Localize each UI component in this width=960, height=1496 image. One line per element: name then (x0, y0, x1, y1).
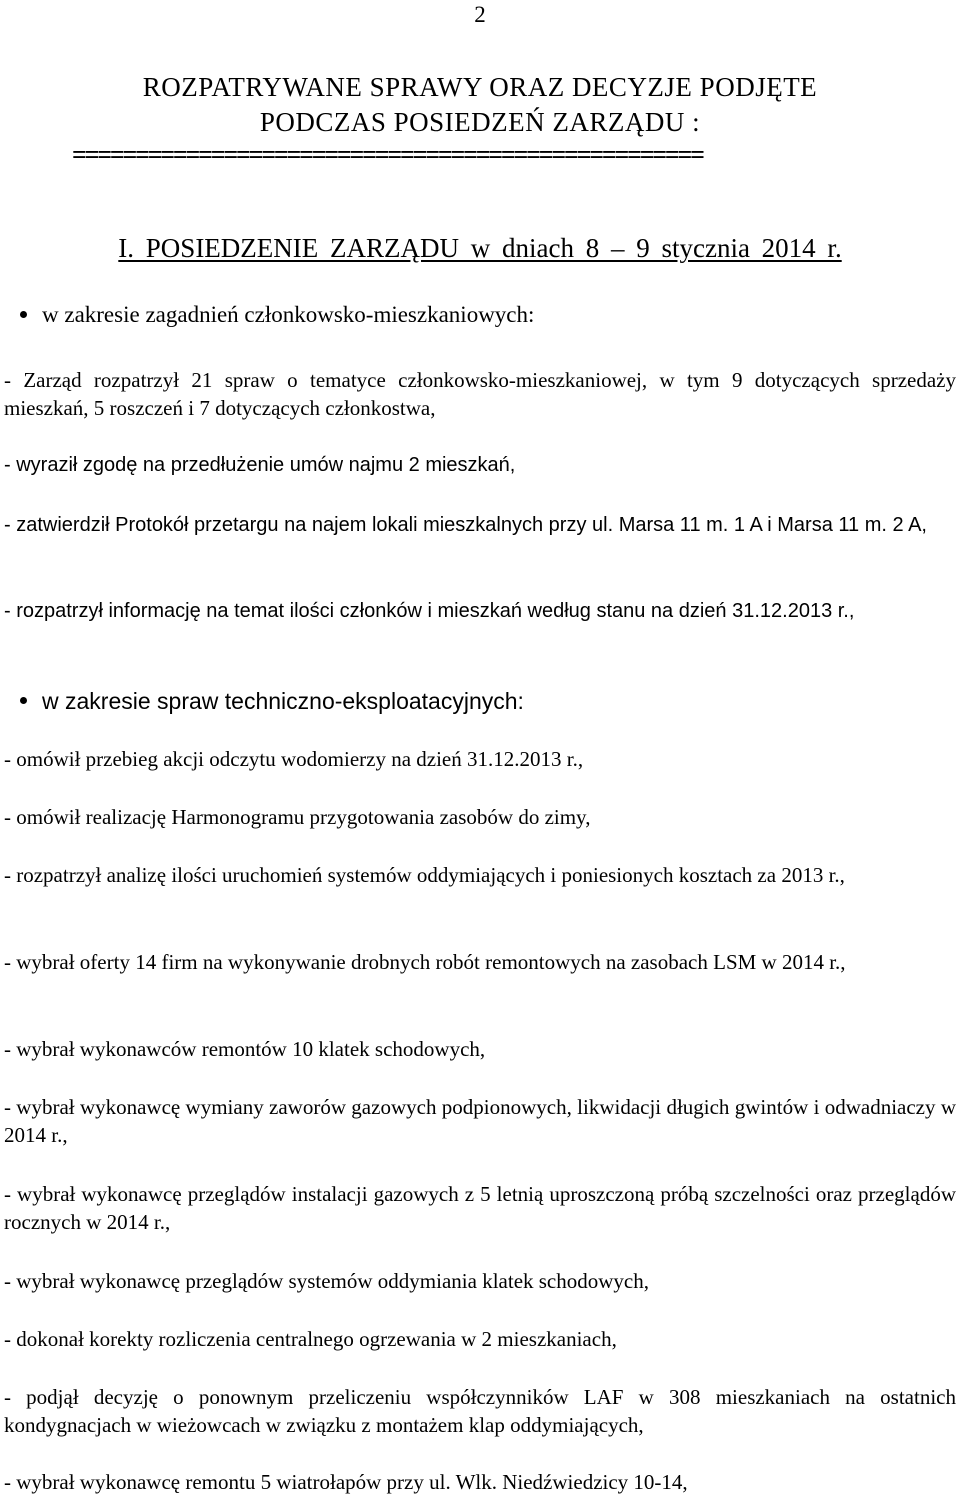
list-item: - podjął decyzję o ponownym przeliczeniu współczynników LAF w 308 mieszkaniach na ostatnich kondygnacjach w wieżowcach w związku z montażem klap oddymiających, (4, 1385, 956, 1437)
list-item: - omówił przebieg akcji odczytu wodomierzy na dzień 31.12.2013 r., (4, 747, 584, 771)
page-number: 2 (474, 2, 486, 27)
section-heading-label: w zakresie spraw techniczno-eksploatacyjnych: (42, 688, 524, 714)
list-item: - dokonał korekty rozliczenia centralnego ogrzewania w 2 mieszkaniach, (4, 1327, 617, 1351)
list-item: - wyraził zgodę na przedłużenie umów najmu 2 mieszkań, (4, 454, 516, 476)
meeting-heading: I. POSIEDZENIE ZARZĄDU w dniach 8 – 9 stycznia 2014 r. (118, 233, 842, 263)
list-item: - wybrał oferty 14 firm na wykonywanie drobnych robót remontowych na zasobach LSM w 2014 r., (4, 950, 846, 974)
list-item: - wybrał wykonawcę wymiany zaworów gazowych podpionowych, likwidacji długich gwintów i odwadniaczy w 2014 r., (4, 1095, 956, 1147)
list-item: - wybrał wykonawcę przeglądów instalacji gazowych z 5 letnią uproszczoną próbą szczelności oraz przeglądów rocznych w 2014 r., (4, 1182, 956, 1234)
list-item: - zatwierdził Protokół przetargu na najem lokali mieszkalnych przy ul. Marsa 11 m. 1 A i Marsa 11 m. 2 A, (4, 514, 927, 536)
bullet-icon (20, 311, 27, 318)
title-separator: ================================================== (72, 140, 703, 169)
list-item: - rozpatrzył informację na temat ilości członków i mieszkań według stanu na dzień 31.12.2013 r., (4, 600, 855, 622)
list-item: - Zarząd rozpatrzył 21 spraw o tematyce członkowsko-mieszkaniowej, w tym 9 dotyczących sprzedaży mieszkań, 5 roszczeń i 7 dotyczących członkostwa, (4, 368, 956, 420)
list-item: - wybrał wykonawców remontów 10 klatek schodowych, (4, 1037, 486, 1061)
list-item: - wybrał wykonawcę przeglądów systemów oddymiania klatek schodowych, (4, 1269, 649, 1293)
bullet-icon (20, 697, 27, 704)
list-item: - rozpatrzył analizę ilości uruchomień systemów oddymiających i poniesionych kosztach za 2013 r., (4, 863, 845, 887)
list-item: - omówił realizację Harmonogramu przygotowania zasobów do zimy, (4, 805, 591, 829)
list-item: - wybrał wykonawcę remontu 5 wiatrołapów przy ul. Wlk. Niedźwiedzicy 10-14, (4, 1470, 688, 1494)
document-title-line-2: PODCZAS POSIEDZEŃ ZARZĄDU : (259, 107, 701, 137)
document-title-line-1: ROZPATRYWANE SPRAWY ORAZ DECYZJE PODJĘTE (142, 72, 818, 102)
section-heading-label: w zakresie zagadnień członkowsko-mieszkaniowych: (42, 302, 535, 327)
